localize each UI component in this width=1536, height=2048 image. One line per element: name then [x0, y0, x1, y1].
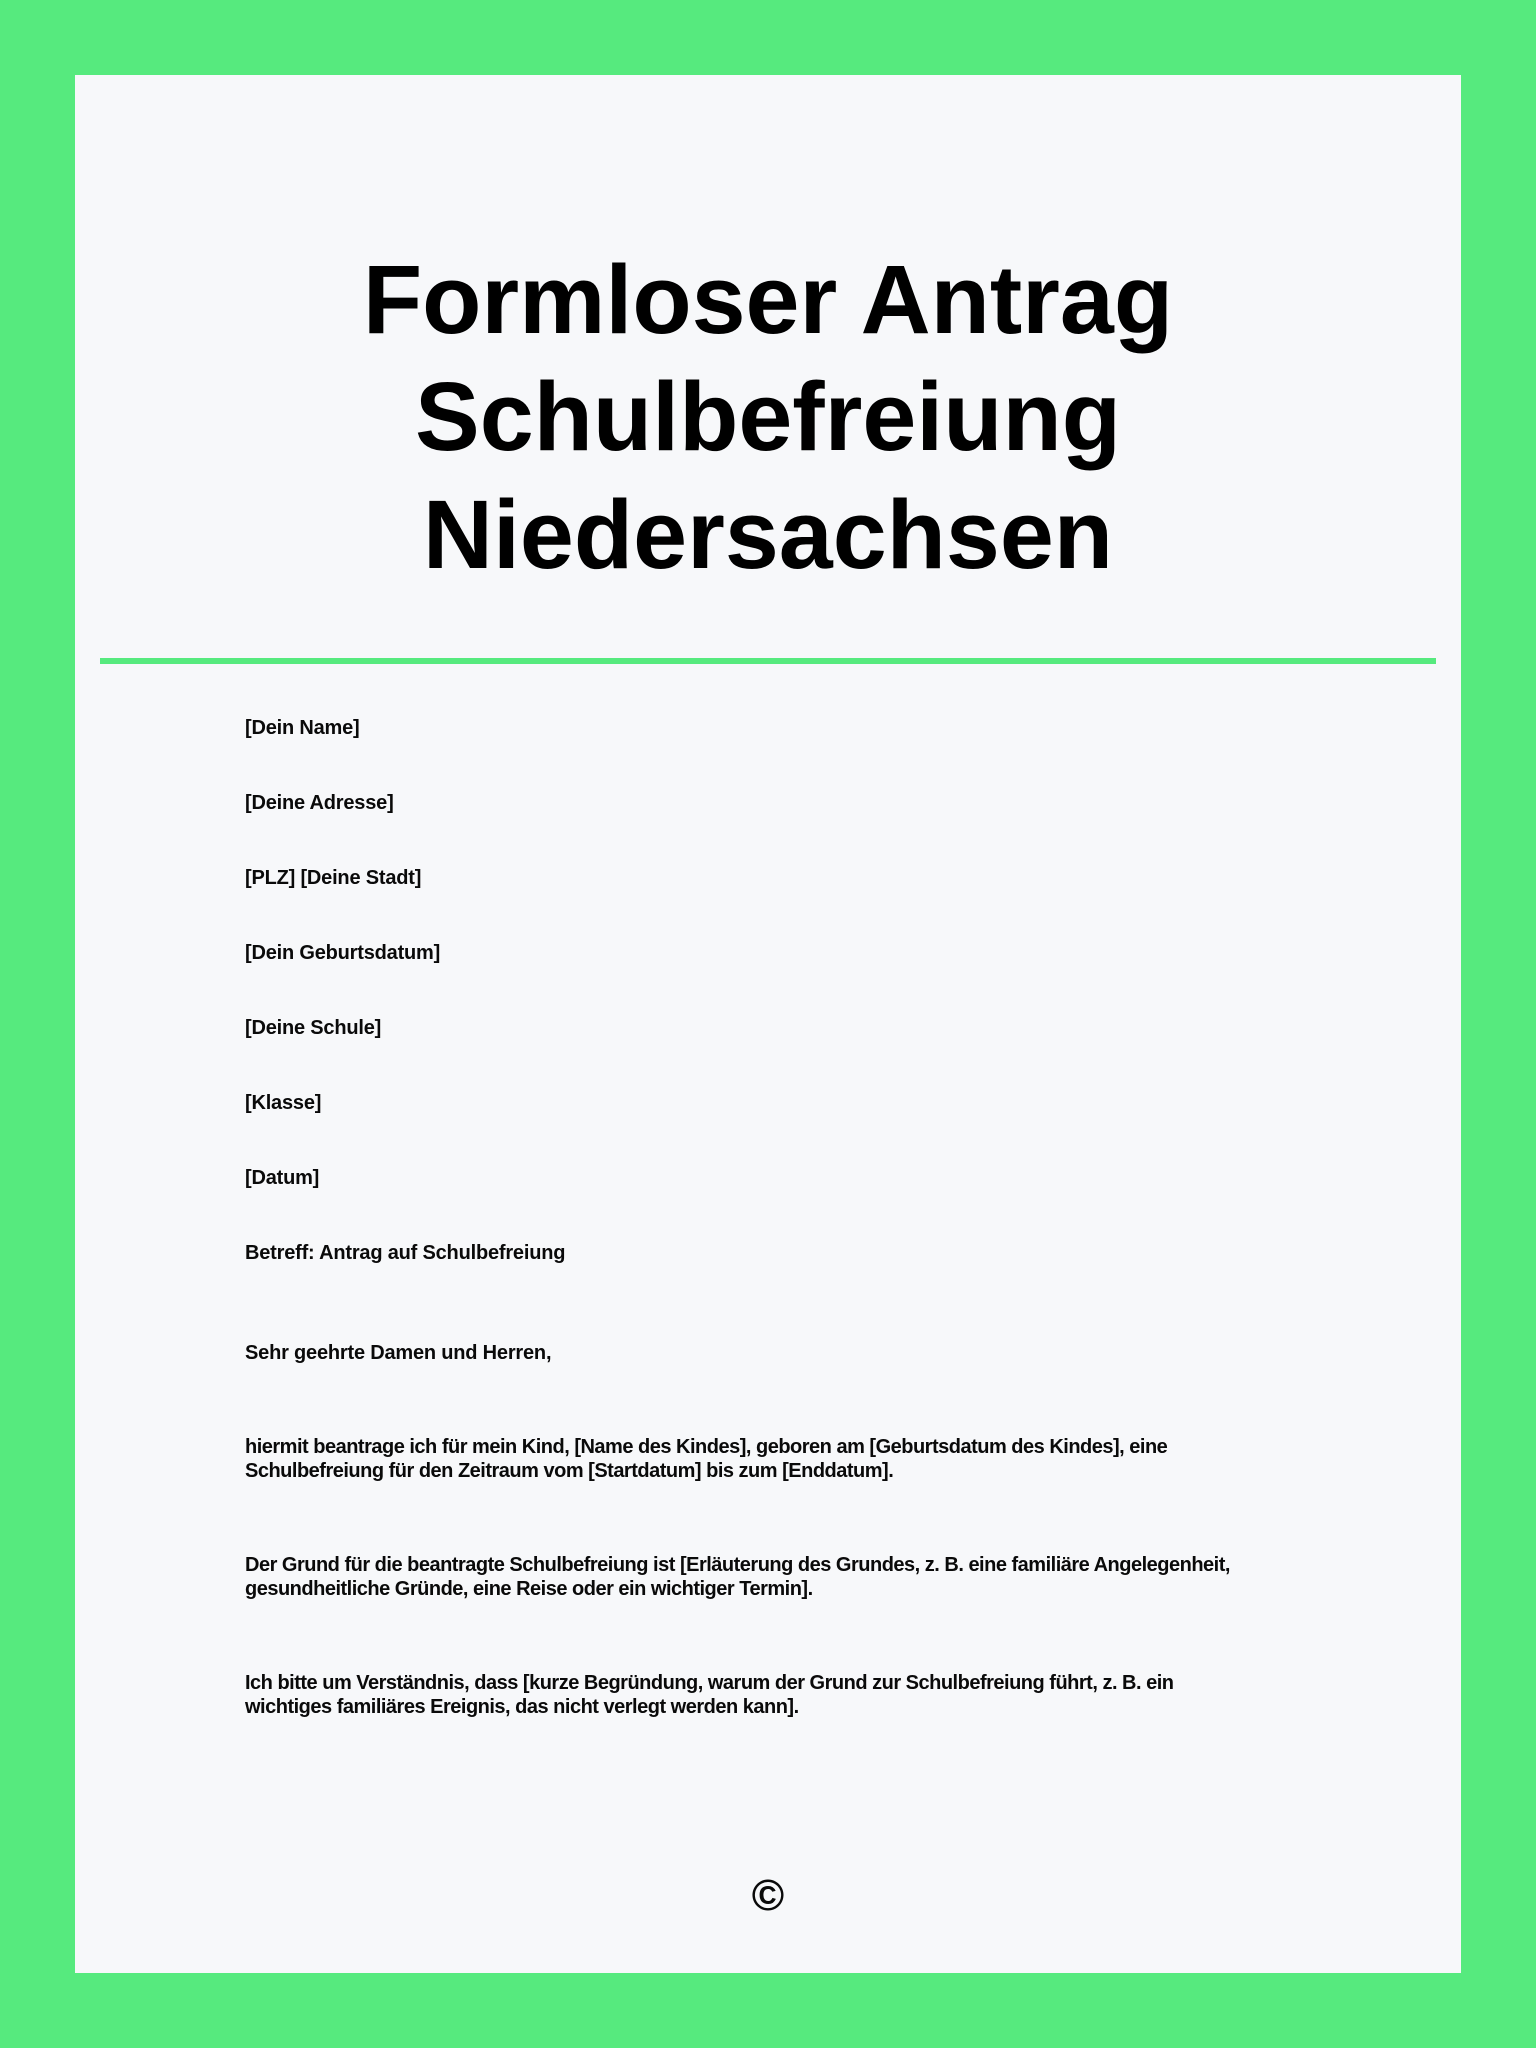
greeting-line: Sehr geehrte Damen und Herren,	[245, 1342, 552, 1365]
page-title: Formloser Antrag Schulbefreiung Niedersachsen	[362, 245, 1174, 589]
sender-school-placeholder: [Deine Schule]	[245, 1017, 382, 1040]
copyright-symbol: ©	[751, 1871, 785, 1921]
sender-birthdate-placeholder: [Dein Geburtsdatum]	[245, 942, 441, 965]
sender-city-placeholder: [PLZ] [Deine Stadt]	[245, 867, 422, 890]
sender-address-placeholder: [Deine Adresse]	[245, 792, 394, 815]
document-page	[75, 75, 1461, 1973]
body-paragraph-request: hiermit beantrage ich für mein Kind, [Name des Kindes], geboren am [Geburtsdatum des Kindes], eine Schulbefreiung für den Zeitraum vom [Startdatum] bis zum [Enddatum].	[245, 1436, 1168, 1483]
body-paragraph-reason: Der Grund für die beantragte Schulbefreiung ist [Erläuterung des Grundes, z. B. eine familiäre Angelegenheit, gesundheitliche Gründe, eine Reise oder ein wichtiger Termin].	[245, 1554, 1230, 1601]
body-paragraph-understanding: Ich bitte um Verständnis, dass [kurze Begründung, warum der Grund zur Schulbefreiung führt, z. B. ein wichtiges familiäres Ereignis, das nicht verlegt werden kann].	[245, 1672, 1174, 1719]
sender-class-placeholder: [Klasse]	[245, 1092, 322, 1115]
subject-line: Betreff: Antrag auf Schulbefreiung	[245, 1242, 566, 1265]
letter-body	[75, 664, 1250, 1719]
letter-date-placeholder: [Datum]	[245, 1167, 320, 1190]
sender-name-placeholder: [Dein Name]	[245, 717, 360, 740]
